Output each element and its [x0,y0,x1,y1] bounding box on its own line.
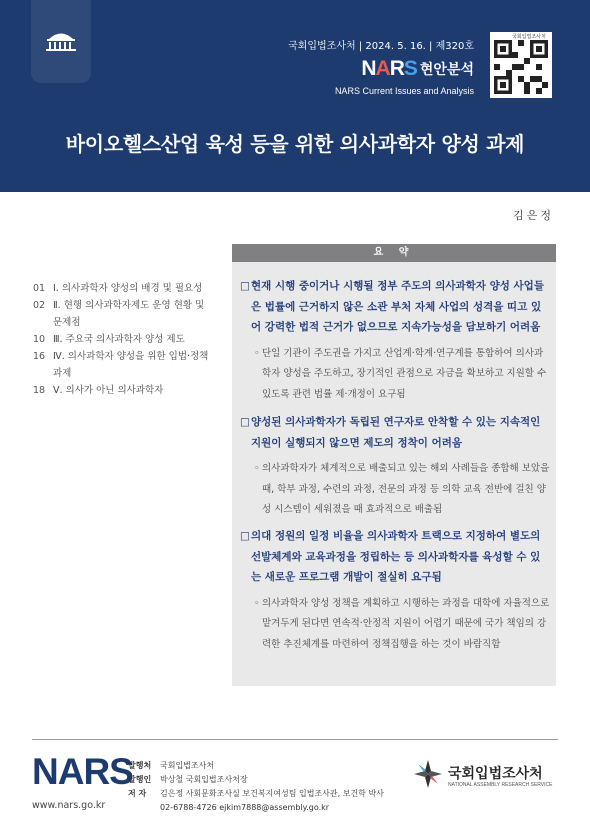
publication-info: 국회입법조사처 | 2024. 5. 16. | 제320호 [288,41,474,52]
toc-text: Ⅴ. 의사가 아닌 의사과학자 [53,385,164,396]
qr-code[interactable] [490,32,552,98]
summary-section-body: ◦ 의사과학자 양성 정책을 계획하고 시행하는 과정을 대학에 자율적으로 맡겨두게 된다면 연속적·안정적 지원이 어렵기 때문에 국가 책임의 강력한 추진체계를 마련하여 정책집행을 하는 것이 바람직함 [240,594,550,656]
publication-credits [128,759,384,815]
toc-page: 01 [33,283,46,294]
toc-page: 02 [33,300,46,311]
header-banner [0,0,590,192]
checkbox-bullet-icon: □ [240,530,250,542]
nars-wordmark: NARS [361,57,417,80]
contact-line: 02-6788-4726 ejkim7888@assembly.go.kr [160,803,330,812]
toc-text: Ⅱ. 현행 의사과학자제도 운영 현황 및 문제점 [53,300,205,328]
summary-heading: 요 약 [232,244,556,262]
toc-item[interactable] [33,348,213,382]
series-subtitle: NARS Current Issues and Analysis [334,86,474,96]
summary-section-body: ◦ 의사과학자가 체계적으로 배출되고 있는 해외 사례들을 종합해 보았을 때, 학부 과정, 수련의 과정, 전문의 과정 등 의학 교육 전반에 걸친 양성 시스템이 세워졌을 때 효과적으로 배출됨 [240,459,550,521]
assembly-logo-box [31,0,91,83]
toc-item[interactable] [33,382,213,399]
checkbox-bullet-icon: □ [240,280,250,292]
toc-item[interactable] [33,280,213,297]
series-name: 현안분석 [419,62,474,78]
nars-footer-logo: NARS [32,751,133,792]
assembly-building-icon [46,30,76,52]
qr-label: 국회입법조사처 [512,34,546,40]
org-english-name: NATIONAL ASSEMBLY RESEARCH SERVICE [448,782,553,788]
summary-section-body: ◦ 단일 기관이 주도권을 가지고 산업계·학계·연구계를 통합하여 의사과학자 양성을 주도하고, 장기적인 관점으로 자금을 확보하고 지원할 수 있도록 관련 법률 제·개정이 요구됨 [240,344,550,406]
circle-bullet-icon: ◦ [254,347,260,359]
org-name: 국회입법조사처 [448,766,543,782]
website-link[interactable]: www.nars.go.kr [32,800,106,811]
toc-text: Ⅳ. 의사과학자 양성을 위한 입법·정책 과제 [53,351,209,379]
circle-bullet-icon: ◦ [254,463,260,474]
summary-section-title: □ 양성된 의사과학자가 독립된 연구자로 안착할 수 있는 지속적인 지원이 실행되지 않으면 제도의 정착이 어려움 [240,412,550,453]
nars-brand [361,58,474,80]
footer-divider [32,739,558,740]
circle-bullet-icon: ◦ [254,597,260,609]
toc-page: 18 [33,385,46,396]
report-title: 바이오헬스산업 육성 등을 위한 의사과학자 양성 과제 [65,132,525,156]
author-name: 김은정 [513,209,554,222]
toc-text: Ⅰ. 의사과학자 양성의 배경 및 필요성 [53,283,203,294]
toc-item[interactable] [33,331,213,348]
checkbox-bullet-icon: □ [240,416,250,428]
summary-section-title: □ 의대 정원의 일정 비율을 의사과학자 트랙으로 지정하여 별도의 선발체계와 교육과정을 정립하는 등 의사과학자를 육성할 수 있는 새로운 프로그램 개발이 절실히 요구됨 [240,526,550,588]
qr-code-icon [494,40,548,94]
toc-text: Ⅲ. 주요국 의사과학자 양성 제도 [53,334,185,345]
nars-emblem-icon [413,759,443,789]
summary-box [232,244,556,686]
issuer-line: 발행인 박상철 국회입법조사처장 [128,775,248,784]
author-line: 저 자 김은정 사회문화조사실 보건복지여성팀 입법조사관, 보건학 박사 [128,789,384,798]
toc-page: 16 [33,351,46,362]
toc-page: 10 [33,334,46,345]
summary-section [240,526,550,655]
summary-section [240,276,550,405]
summary-section [240,412,550,521]
table-of-contents [33,280,213,399]
toc-item[interactable] [33,297,213,331]
publisher-line: 발행처 국회입법조사처 [128,761,215,770]
summary-section-title: □ 현재 시행 중이거나 시행될 정부 주도의 의사과학자 양성 사업들은 법률에 근거하지 않은 소관 부처 자체 사업의 성격을 띠고 있어 강력한 법적 근거가 없으므로 지속가능성을 담보하기 어려움 [240,276,550,338]
